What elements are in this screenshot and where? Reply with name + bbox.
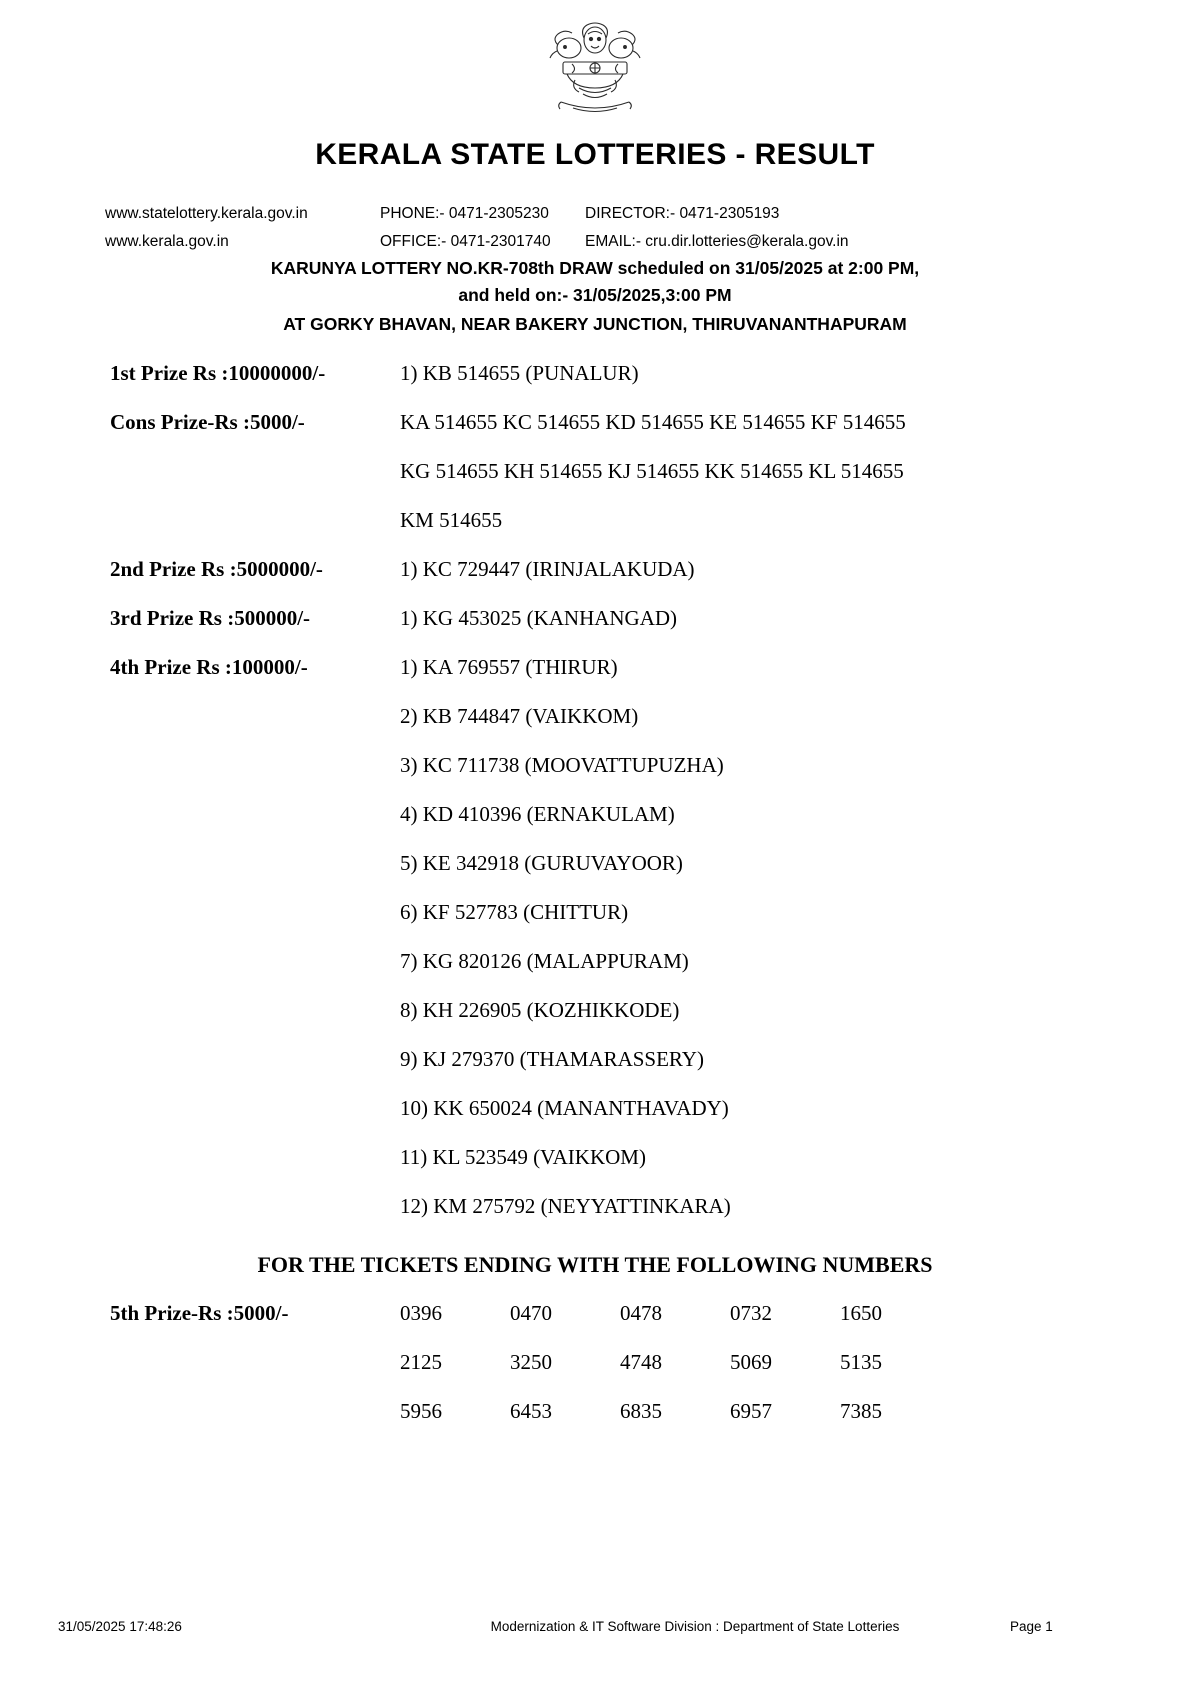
footer-division: Modernization & IT Software Division : Department of State Lotteries [490, 1619, 900, 1634]
fifth-prize-number: 6453 [510, 1399, 552, 1423]
fifth-prize-number: 0478 [620, 1301, 662, 1325]
fifth-prize-number: 5135 [840, 1350, 882, 1374]
director-number: DIRECTOR:- 0471-2305193 [585, 205, 780, 222]
draw-held-line: and held on:- 31/05/2025,3:00 PM [458, 285, 732, 305]
fifth-prize-number: 5069 [730, 1350, 772, 1374]
prize-winner-entry: 7) KG 820126 (MALAPPURAM) [400, 949, 689, 973]
page-footer [0, 1619, 1190, 1634]
draw-venue-line: AT GORKY BHAVAN, NEAR BAKERY JUNCTION, THIRUVANANTHAPURAM [283, 314, 907, 334]
prize-list [0, 360, 1190, 1242]
prize-label: 1st Prize Rs :10000000/- [110, 361, 326, 385]
fifth-prize-number: 3250 [510, 1350, 552, 1374]
prize-winner-entry: 12) KM 275792 (NEYYATTINKARA) [400, 1194, 731, 1218]
fifth-prize-number: 6835 [620, 1399, 662, 1423]
fifth-prize-number: 2125 [400, 1350, 442, 1374]
footer-page-number: Page 1 [1010, 1619, 1053, 1634]
prize-label: 3rd Prize Rs :500000/- [110, 606, 311, 630]
prize-winner-entry: 6) KF 527783 (CHITTUR) [400, 900, 629, 924]
website-secondary: www.kerala.gov.in [105, 233, 229, 250]
fifth-prize-number: 0396 [400, 1301, 442, 1325]
prize-row [0, 556, 1190, 605]
fifth-prize-label: 5th Prize-Rs :5000/- [110, 1301, 289, 1325]
fifth-prize-number: 0470 [510, 1301, 552, 1325]
prize-winner-entry: 2) KB 744847 (VAIKKOM) [400, 704, 639, 728]
prize-row [0, 605, 1190, 654]
fifth-prize-number: 6957 [730, 1399, 772, 1423]
prize-winner-entry: 11) KL 523549 (VAIKKOM) [400, 1145, 646, 1169]
prize-winner-entry: 1) KB 514655 (PUNALUR) [400, 361, 639, 385]
fifth-prize-number: 0732 [730, 1301, 772, 1325]
prize-winners [390, 605, 1190, 654]
prize-winner-entry: KG 514655 KH 514655 KJ 514655 KK 514655 KL 514655 [400, 459, 904, 483]
prize-label: 2nd Prize Rs :5000000/- [110, 557, 323, 581]
prize-winner-entry: 9) KJ 279370 (THAMARASSERY) [400, 1047, 704, 1071]
prize-winner-entry: 10) KK 650024 (MANANTHAVADY) [400, 1096, 729, 1120]
emblem-of-india-icon [525, 18, 665, 130]
emblem-container [0, 18, 1190, 135]
contact-block [105, 200, 1085, 256]
prize-row [0, 409, 1190, 556]
prize-winner-entry: 1) KC 729447 (IRINJALAKUDA) [400, 557, 695, 581]
website-primary: www.statelottery.kerala.gov.in [105, 205, 308, 222]
prize-row [0, 360, 1190, 409]
prize-label: Cons Prize-Rs :5000/- [110, 410, 305, 434]
phone-number: PHONE:- 0471-2305230 [380, 205, 549, 222]
prize-winner-entry: 1) KA 769557 (THIRUR) [400, 655, 618, 679]
fifth-prize-number: 4748 [620, 1350, 662, 1374]
prize-winner-entry: 4) KD 410396 (ERNAKULAM) [400, 802, 675, 826]
section-heading-ending-numbers: FOR THE TICKETS ENDING WITH THE FOLLOWING NUMBERS [257, 1252, 933, 1277]
email-address: EMAIL:- cru.dir.lotteries@kerala.gov.in [585, 233, 849, 250]
prize-winners [390, 654, 1190, 1242]
fifth-prize-number-group [390, 1398, 1190, 1424]
prize-winner-entry: KM 514655 [400, 508, 503, 532]
prize-winners [390, 409, 1190, 556]
prize-winner-entry: 3) KC 711738 (MOOVATTUPUZHA) [400, 753, 724, 777]
draw-info-block [0, 255, 1190, 338]
fifth-prize-number-group [390, 1349, 1190, 1375]
fifth-prize-number-group [390, 1300, 1190, 1326]
fifth-prize-row [0, 1398, 1190, 1447]
fifth-prize-number: 7385 [840, 1399, 882, 1423]
contact-row [105, 228, 1085, 256]
contact-row [105, 200, 1085, 228]
fifth-prize-number: 1650 [840, 1301, 882, 1325]
prize-row [0, 654, 1190, 1242]
prize-winners [390, 556, 1190, 605]
office-number: OFFICE:- 0471-2301740 [380, 233, 551, 250]
prize-label: 4th Prize Rs :100000/- [110, 655, 308, 679]
fifth-prize-row [0, 1349, 1190, 1398]
footer-timestamp: 31/05/2025 17:48:26 [58, 1619, 182, 1634]
fifth-prize-row [0, 1300, 1190, 1349]
prize-winners [390, 360, 1190, 409]
prize-winner-entry: 5) KE 342918 (GURUVAYOOR) [400, 851, 683, 875]
prize-winner-entry: KA 514655 KC 514655 KD 514655 KE 514655 KF 514655 [400, 410, 906, 434]
fifth-prize-number: 5956 [400, 1399, 442, 1423]
draw-scheduled-line: KARUNYA LOTTERY NO.KR-708th DRAW scheduled on 31/05/2025 at 2:00 PM, [270, 258, 920, 278]
prize-winner-entry: 1) KG 453025 (KANHANGAD) [400, 606, 678, 630]
prize-winner-entry: 8) KH 226905 (KOZHIKKODE) [400, 998, 680, 1022]
page-title: KERALA STATE LOTTERIES - RESULT [315, 138, 875, 171]
fifth-prize-block [0, 1300, 1190, 1447]
